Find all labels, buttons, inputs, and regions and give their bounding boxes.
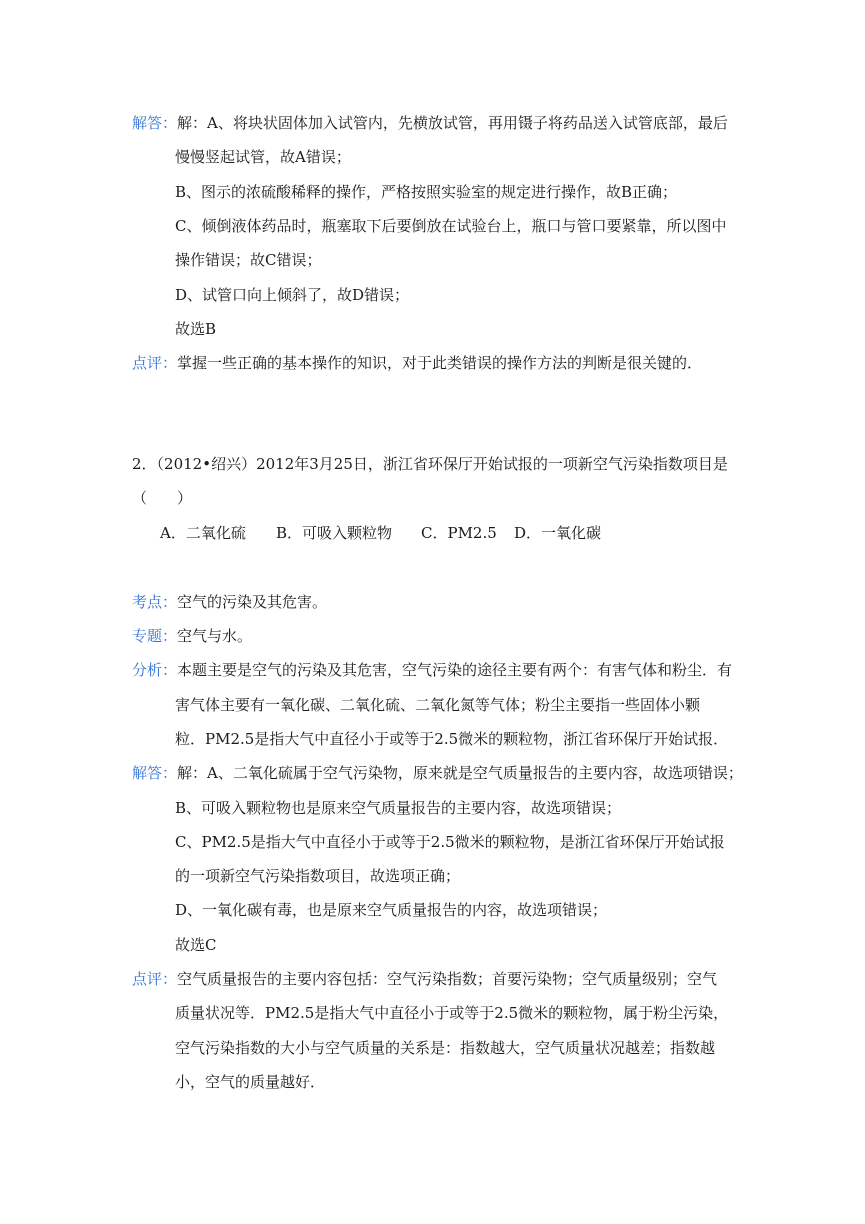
q2-option-b: B．可吸入颗粒物 <box>276 524 393 542</box>
q2-stem-line: （ ） <box>132 489 193 507</box>
q2-answer-first-line <box>132 763 743 783</box>
q2-answer-line: 的一项新空气污染指数项目，故选项正确； <box>175 867 461 885</box>
q1-answer-line: D、试管口向上倾斜了，故D错误； <box>175 286 410 304</box>
q2-answer-line: 故选C <box>175 936 217 954</box>
q2-zhuanti <box>132 626 252 646</box>
q1-answer-line: 故选B <box>175 320 217 338</box>
q2-comment-line: 小，空气的质量越好． <box>175 1073 326 1091</box>
q2-answer-line: D、一氧化碳有毒，也是原来空气质量报告的内容，故选项错误； <box>175 901 608 919</box>
q2-kaodian-text: 空气的污染及其危害。 <box>177 593 328 611</box>
q2-option-d: D．一氧化碳 <box>514 524 602 542</box>
q2-answer-line: B、可吸入颗粒物也是原来空气质量报告的主要内容，故选项错误； <box>175 799 622 817</box>
q2-option-c: C．PM2.5 <box>421 524 497 542</box>
q2-answer-line: C、PM2.5是指大气中直径小于或等于2.5微米的颗粒物，是浙江省环保厅开始试报 <box>175 833 725 851</box>
q2-comment-text: 空气质量报告的主要内容包括：空气污染指数；首要污染物；空气质量级别；空气 <box>177 970 718 988</box>
q2-comment-line: 空气污染指数的大小与空气质量的关系是：指数越大，空气质量状况越差；指数越 <box>175 1039 716 1057</box>
q2-fenxi-line: 害气体主要有一氧化碳、二氧化硫、二氧化氮等气体；粉尘主要指一些固体小颗 <box>175 696 701 714</box>
q2-fenxi-label: 分析： <box>132 661 178 679</box>
q2-answer-text: 解：A、二氧化硫属于空气污染物，原来就是空气质量报告的主要内容，故选项错误； <box>177 764 743 782</box>
q2-comment-line: 质量状况等．PM2.5是指大气中直径小于或等于2.5微米的颗粒物，属于粉尘污染， <box>175 1004 729 1022</box>
q2-stem-line: 2．（2012•绍兴）2012年3月25日，浙江省环保厅开始试报的一项新空气污染指数项目是 <box>132 455 728 473</box>
q2-zhuanti-text: 空气与水。 <box>177 627 253 645</box>
q1-answer-label: 解答： <box>132 114 178 132</box>
q2-fenxi-line: 粒．PM2.5是指大气中直径小于或等于2.5微米的颗粒物，浙江省环保厅开始试报． <box>175 730 729 748</box>
q1-answer-line: 慢慢竖起试管，故A错误； <box>175 148 351 166</box>
q1-comment <box>132 353 702 373</box>
q2-kaodian <box>132 592 327 612</box>
q1-answer-line: 操作错误；故C错误； <box>175 251 322 269</box>
q2-option-a: A．二氧化硫 <box>160 524 246 542</box>
q1-answer-first-line <box>132 113 728 133</box>
q1-answer-text: 解：A、将块状固体加入试管内，先横放试管，再用镊子将药品送入试管底部，最后 <box>177 114 728 132</box>
q2-zhuanti-label: 专题： <box>132 627 178 645</box>
q2-options <box>160 523 620 543</box>
q2-fenxi-text: 本题主要是空气的污染及其危害，空气污染的途径主要有两个：有害气体和粉尘．有 <box>177 661 733 679</box>
q2-comment <box>132 969 717 989</box>
q2-fenxi <box>132 660 732 680</box>
q2-comment-label: 点评： <box>132 970 178 988</box>
q2-answer-label: 解答： <box>132 764 178 782</box>
q1-comment-label: 点评： <box>132 354 178 372</box>
q1-answer-line: B、图示的浓硫酸稀释的操作，严格按照实验室的规定进行操作，故B正确； <box>175 183 678 201</box>
q1-comment-text: 掌握一些正确的基本操作的知识，对于此类错误的操作方法的判断是很关键的． <box>177 354 703 372</box>
q1-answer-line: C、倾倒液体药品时，瓶塞取下后要倒放在试验台上，瓶口与管口要紧靠，所以图中 <box>175 217 727 235</box>
q2-kaodian-label: 考点： <box>132 593 178 611</box>
